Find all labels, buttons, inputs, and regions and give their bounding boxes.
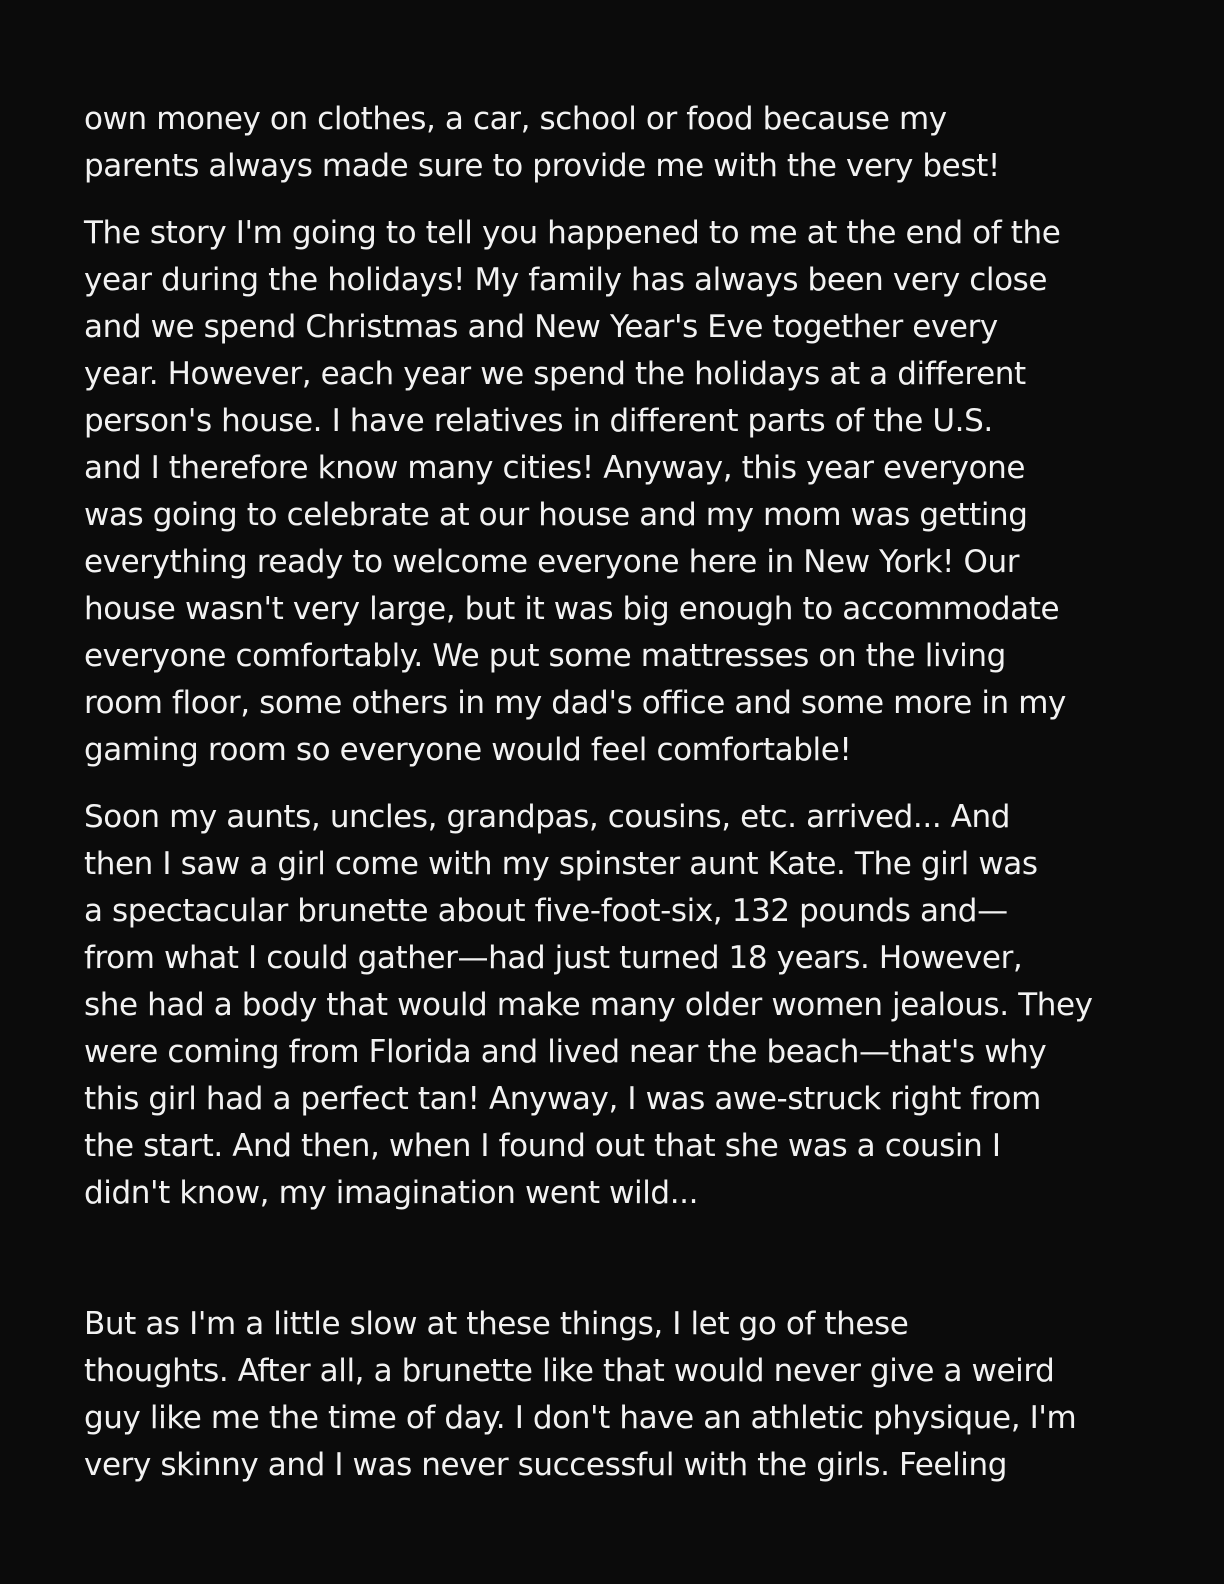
paragraph-opening: own money on clothes, a car, school or food because my parents always made sure to provide me with the very best! (84, 101, 1000, 184)
paragraph-holidays-story: The story I'm going to tell you happened to me at the end of the year during the holidays! My family has always been very close and we spend Christmas and New Year's Eve together every year. However, each year we spend the holidays at a different person's house. I have relatives in different parts of the U.S. and I therefore know many cities! Anyway, this year everyone was going to celebrate at our house and my mom was getting everything ready to welcome everyone here in New York! Our house wasn't very large, but it was big enough to accommodate everyone comfortably. We put some mattresses on the living room floor, some others in my dad's office and some more in my gaming room so everyone would feel comfortable! (84, 215, 1066, 768)
paragraph-letting-go: But as I'm a little slow at these things, I let go of these thoughts. After all, a brunette like that would never give a weird guy like me the time of day. I don't have an athletic physique, I'm very skinny and I was never successful with the girls. Feeling (84, 1306, 1077, 1483)
paragraph-relatives-arrive: Soon my aunts, uncles, grandpas, cousins, etc. arrived... And then I saw a girl come with my spinster aunt Kate. The girl was a spectacular brunette about five-foot-six, 132 pounds and— from what I could gather—had just turned 18 years. However, she had a body that would make many older women jealous. They were coming from Florida and lived near the beach—that's why this girl had a perfect tan! Anyway, I was awe-struck right from the start. And then, when I found out that she was a cousin I didn't know, my imagination went wild... (84, 799, 1093, 1211)
document-page (84, 96, 1144, 1509)
